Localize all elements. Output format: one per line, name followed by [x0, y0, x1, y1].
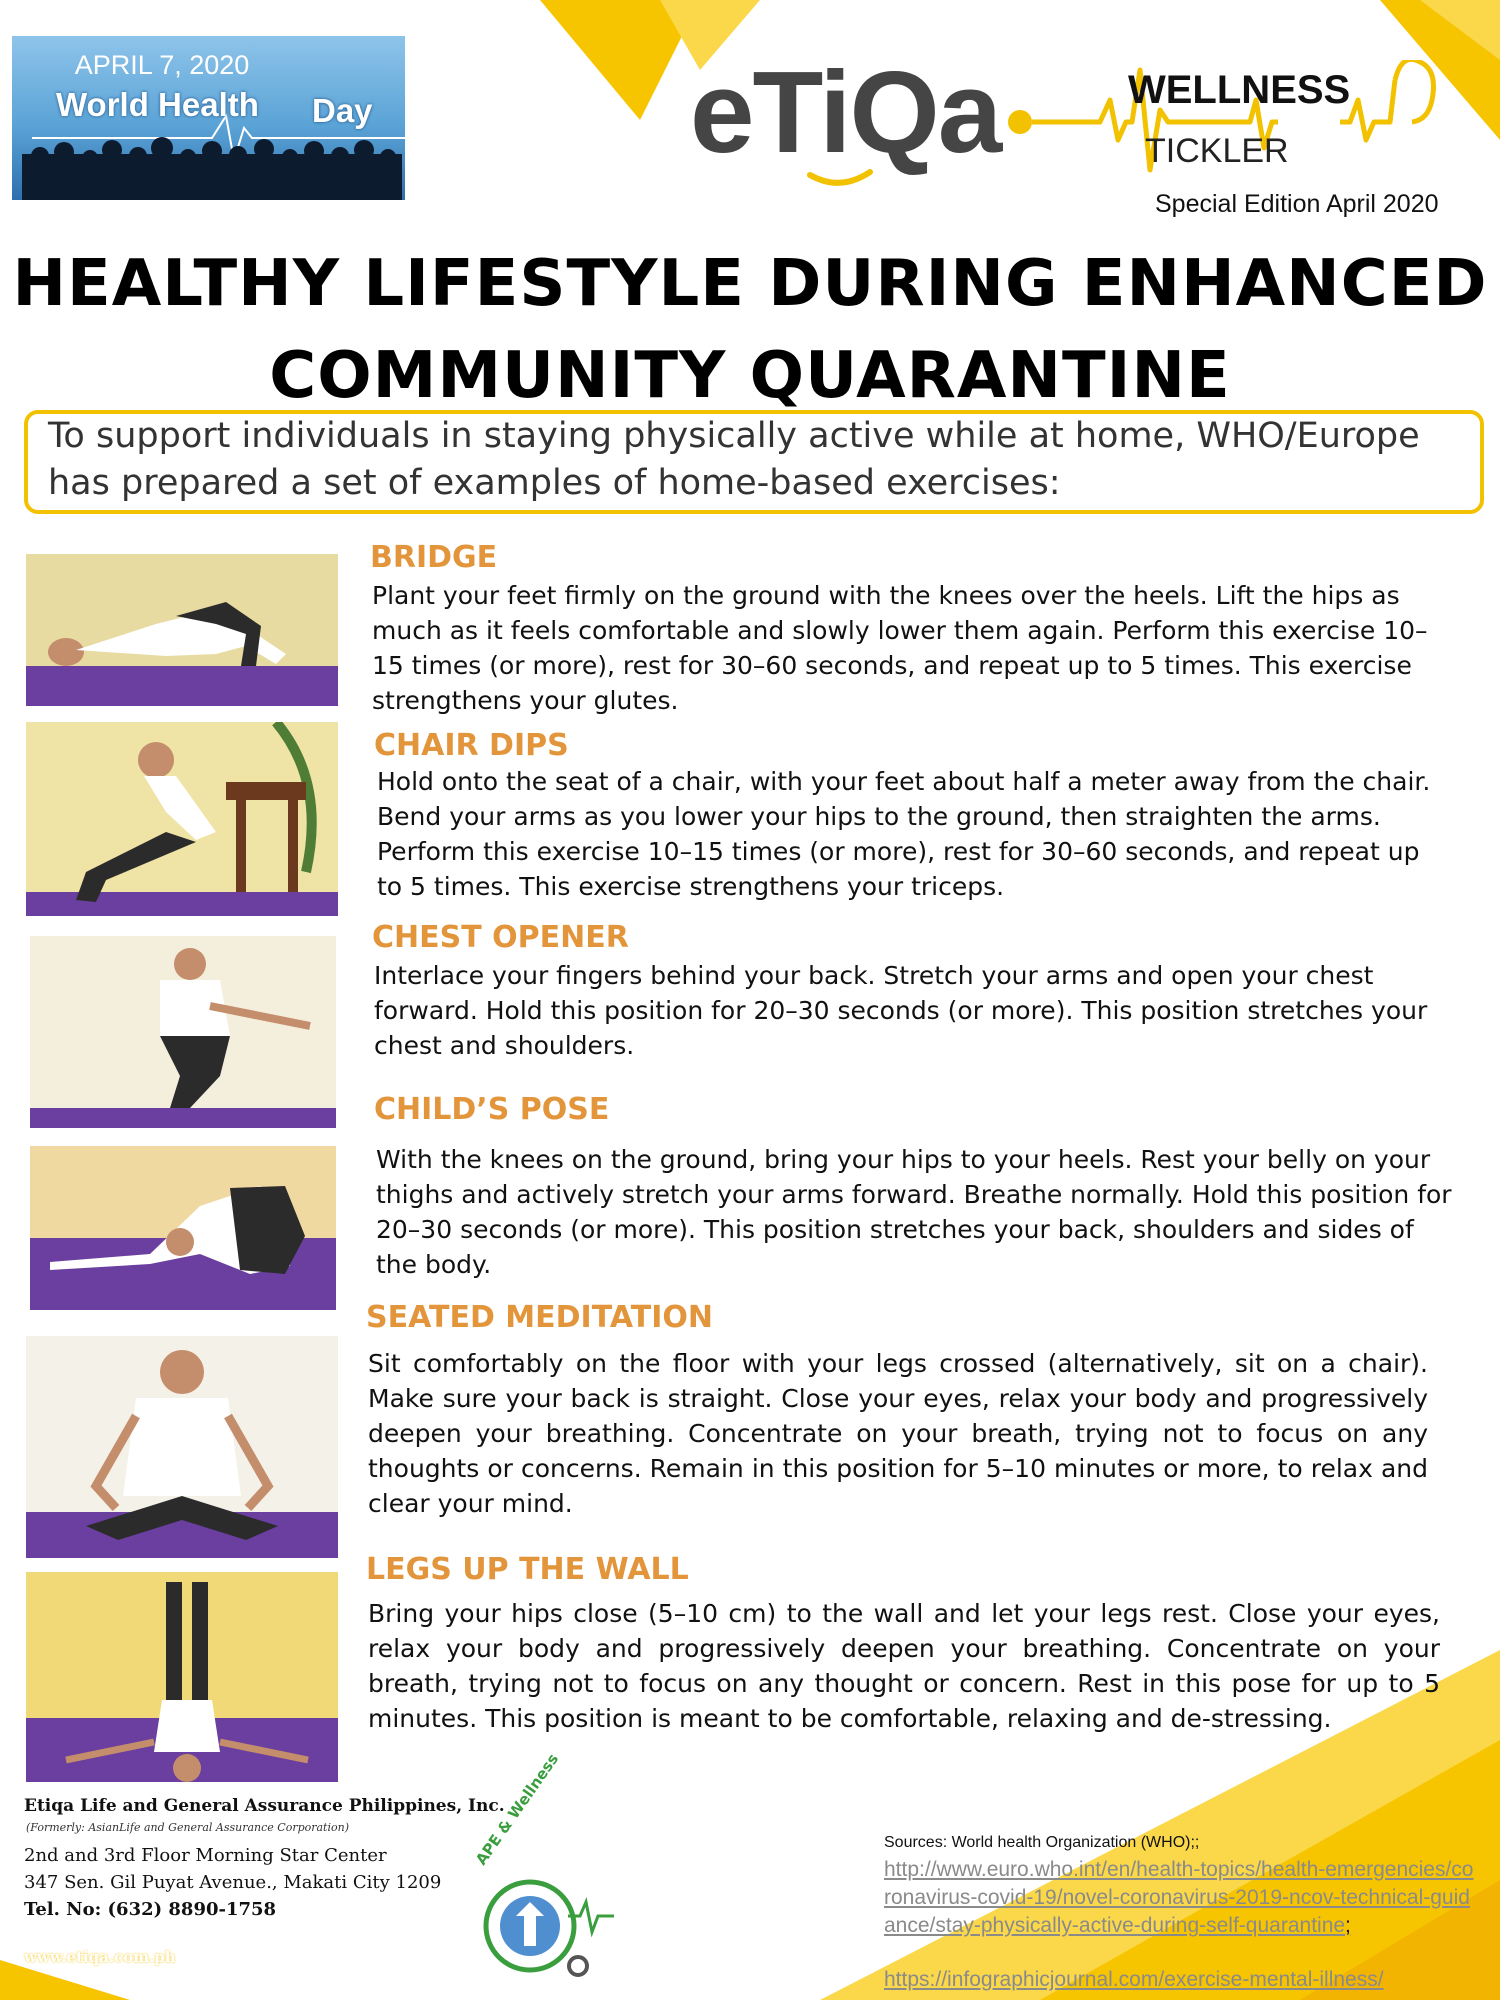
chair-dips-photo: [26, 722, 338, 916]
banner-date: APRIL 7, 2020: [74, 50, 250, 80]
company-name: Etiqa Life and General Assurance Philippines, Inc.: [24, 1796, 505, 1816]
exercise-body-chest-opener: Interlace your fingers behind your back. Stretch your arms and open your chest forward. Hold this position for 20–30 seconds (or more). This position stretches your chest and shoulders.: [374, 961, 1428, 1060]
bridge-photo: [26, 554, 338, 706]
edition-label: Special Edition April 2020: [1155, 190, 1439, 218]
sources-link-infographic[interactable]: https://infographicjournal.com/exercise-mental-illness/: [884, 1968, 1384, 1991]
sources-link-who-text[interactable]: http://www.euro.who.int/en/health-topics/health-emergencies/coronavirus-covid-19/novel-coronavirus-2019-ncov-technical-guidance/stay-physically-active-during-self-quarantine: [884, 1858, 1474, 1937]
legs-up-the-wall-photo: [26, 1572, 338, 1782]
exercise-title-legs-up-the-wall: LEGS UP THE WALL: [366, 1552, 689, 1587]
ape-wellness-logo-icon: [458, 1846, 618, 1996]
seated-meditation-photo: [26, 1336, 338, 1558]
sources-label: Sources: World health Organization (WHO);;: [884, 1834, 1200, 1851]
wellness-label: WELLNESS: [1128, 68, 1351, 112]
childs-pose-photo: [30, 1146, 336, 1310]
address-line1: 2nd and 3rd Floor Morning Star Center: [24, 1845, 387, 1866]
exercise-body-legs-up-the-wall: Bring your hips close (5–10 cm) to the wall and let your legs rest. Close your eyes, relax your body and progressively deepen your breathing. Concentrate on your breath, trying not to focus on any thought or concern. Rest in this pose for up to 5 minutes. This position is meant to be comfortable, relaxing and de-stressing.: [368, 1599, 1440, 1733]
website-link[interactable]: www.etiqa.com.ph: [24, 1948, 176, 1966]
tickler-label: TICKLER: [1145, 132, 1289, 170]
exercise-title-childs-pose: CHILD’S POSE: [374, 1092, 610, 1127]
sources-link-who[interactable]: [884, 1856, 1474, 1940]
exercise-body-bridge: Plant your feet firmly on the ground with the knees over the heels. Lift the hips as much as it feels comfortable and slowly lower them again. Perform this exercise 10–15 times (or more), rest for 30–60 seconds, and repeat up to 5 times. This exercise strengthens your glutes.: [372, 581, 1428, 715]
ape-wellness-logo-text: APE & Wellness: [472, 1750, 563, 1869]
exercise-title-bridge: BRIDGE: [370, 540, 498, 575]
chest-opener-photo: [30, 936, 336, 1128]
page-title: [0, 238, 1500, 422]
company-former-name: (Formerly: AsianLife and General Assurance Corporation): [26, 1821, 349, 1834]
banner-title-day: Day: [312, 92, 373, 129]
world-health-day-banner: [12, 36, 405, 200]
address-line2: 347 Sen. Gil Puyat Avenue., Makati City 1209: [24, 1872, 442, 1893]
banner-title: World Health: [56, 86, 259, 123]
telephone: Tel. No: (632) 8890-1758: [24, 1899, 277, 1920]
exercise-body-seated-meditation: Sit comfortably on the floor with your legs crossed (alternatively, sit on a chair). Make sure your back is straight. Close your eyes, relax your body and progressively deepen your breathing. Concentrate on your breath, trying not to focus on any thoughts or concerns. Remain in this position for 5–10 minutes or more, to relax and clear your mind.: [368, 1349, 1428, 1518]
etiqa-logo: eTiQa: [690, 47, 1001, 177]
intro-text: To support individuals in staying physically active while at home, WHO/Europe has prepared a set of examples of home-based exercises:: [48, 416, 1420, 503]
exercise-body-chair-dips: Hold onto the seat of a chair, with your feet about half a meter away from the chair. Bend your arms as you lower your hips to the ground, then straighten the arms. Perform this exercise 10–15 times (or more), rest for 30–60 seconds, and repeat up to 5 times. This exercise strengthens your triceps.: [377, 767, 1431, 901]
page-title-line1: HEALTHY LIFESTYLE DURING ENHANCED: [12, 247, 1488, 321]
exercise-title-seated-meditation: SEATED MEDITATION: [366, 1300, 713, 1335]
exercise-title-chair-dips: CHAIR DIPS: [374, 728, 569, 763]
page-title-line2: COMMUNITY QUARANTINE: [269, 339, 1231, 413]
sources-separator: ;: [1345, 1914, 1351, 1937]
exercise-title-chest-opener: CHEST OPENER: [372, 920, 629, 955]
exercise-body-childs-pose: With the knees on the ground, bring your hips to your heels. Rest your belly on your thighs and actively stretch your arms forward. Breathe normally. Hold this position for 20–30 seconds (or more). This position stretches your back, shoulders and sides of the body.: [376, 1145, 1452, 1279]
